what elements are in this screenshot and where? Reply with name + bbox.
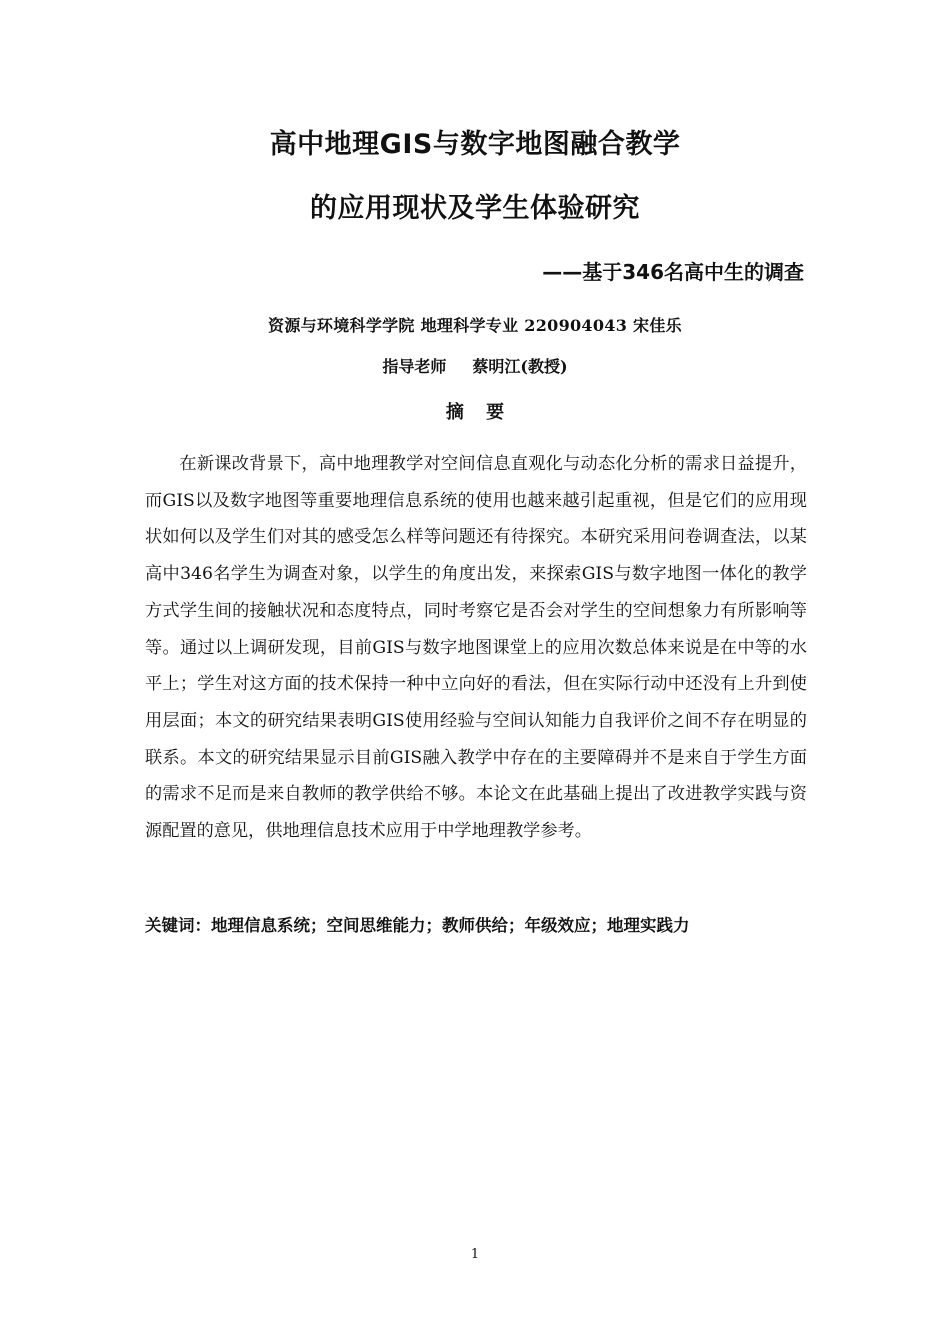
advisor-label: 指导老师 (382, 357, 447, 376)
advisor-name: 蔡明江(教授) (472, 357, 568, 376)
subtitle: ——基于346名高中生的调查 (542, 260, 804, 284)
advisor-line (0, 354, 950, 377)
keywords: 关键词：地理信息系统；空间思维能力；教师供给；年级效应；地理实践力 (145, 916, 690, 935)
abstract-heading: 摘 要 (445, 402, 513, 423)
title-line-1: 高中地理GIS与数字地图融合教学 (269, 129, 681, 160)
abstract-body (145, 446, 807, 850)
page-number: 1 (470, 1247, 480, 1262)
author-info: 资源与环境科学学院 地理科学专业 220904043 宋佳乐 (268, 316, 682, 335)
abstract-paragraph: 在新课改背景下，高中地理教学对空间信息直观化与动态化分析的需求日益提升，而GIS以及数字地图等重要地理信息系统的使用也越来越引起重视，但是它们的应用现状如何以及学生们对其的感受怎么样等问题还有待探究。本研究采用问卷调查法，以某高中346名学生为调查对象，以学生的角度出发，来探索GIS与数字地图一体化的教学方式学生间的接触状况和态度特点，同时考察它是否会对学生的空间想象力有所影响等等。通过以上调研发现，目前GIS与数字地图课堂上的应用次数总体来说是在中等的水平上；学生对这方面的技术保持一种中立向好的看法，但在实际行动中还没有上升到使用层面；本文的研究结果表明GIS使用经验与空间认知能力自我评价之间不存在明显的联系。本文的研究结果显示目前GIS融入教学中存在的主要障碍并不是来自于学生方面的需求不足而是来自教师的教学供给不够。本论文在此基础上提出了改进教学实践与资源配置的意见，供地理信息技术应用于中学地理教学参考。 (145, 454, 807, 842)
title-line-2: 的应用现状及学生体验研究 (310, 193, 640, 224)
